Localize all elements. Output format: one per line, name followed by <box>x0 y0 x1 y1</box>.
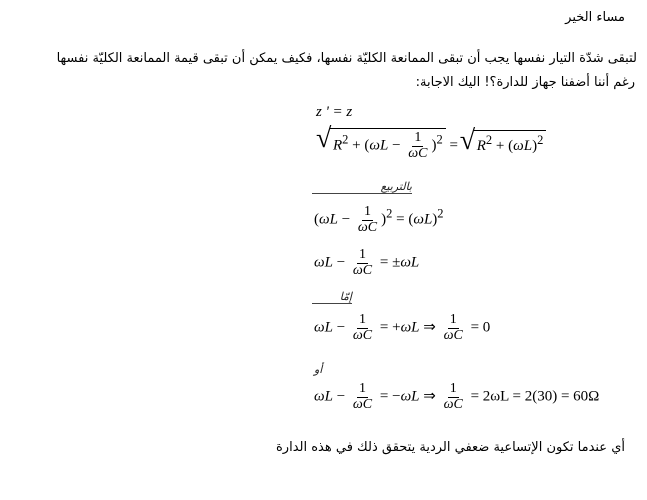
intro-line-2: رغم أننا أضفنا جهاز للدارة؟! اليك الاجابة: <box>415 75 635 90</box>
equation-plus-minus: ωL − $\frac{1}{\omega C}$ = ±ωL <box>314 247 420 278</box>
equation-case-plus: ωL − $\frac{1}{\omega C}$ = +ωL ⇒ $\frac{1}{\omega C}$ = 0 <box>314 312 491 343</box>
equation-squared: (ωL − $\frac{1}{\omega C}$ )$^2 = (\omega L)^2$ <box>314 204 444 235</box>
equation-sqrt-equality: √ $R^2 + (\omega L$ − $\frac{1}{\omega C}$ )$^2$ = √ $R^2 + (\omega L)^2$ <box>318 128 546 161</box>
greeting: مساء الخير <box>565 10 625 25</box>
equation-case-minus: ωL − $\frac{1}{\omega C}$ = −ωL ⇒ $\frac{1}{\omega C}$ = 2ωL = 2(30) = 60Ω <box>314 381 600 412</box>
label-or: أو <box>314 363 323 376</box>
label-either: إمّا <box>312 290 352 304</box>
label-squaring: بالتربيع <box>312 180 412 194</box>
result-final: = 2ωL = 2(30) = 60Ω <box>470 388 600 405</box>
intro-line-1: لتبقى شدّة التيار نفسها يجب أن تبقى الممانعة الكليّة نفسها، فكيف يمكن أن تبقى قيمة الممانعة الكليّة نفسها <box>56 51 637 66</box>
conclusion: أي عندما تكون الإتساعية ضعفي الردية يتحقق ذلك في هذه الدارة <box>276 440 625 455</box>
result-zero: = 0 <box>470 319 491 336</box>
equation-z-equal: z ' = z <box>316 104 353 120</box>
